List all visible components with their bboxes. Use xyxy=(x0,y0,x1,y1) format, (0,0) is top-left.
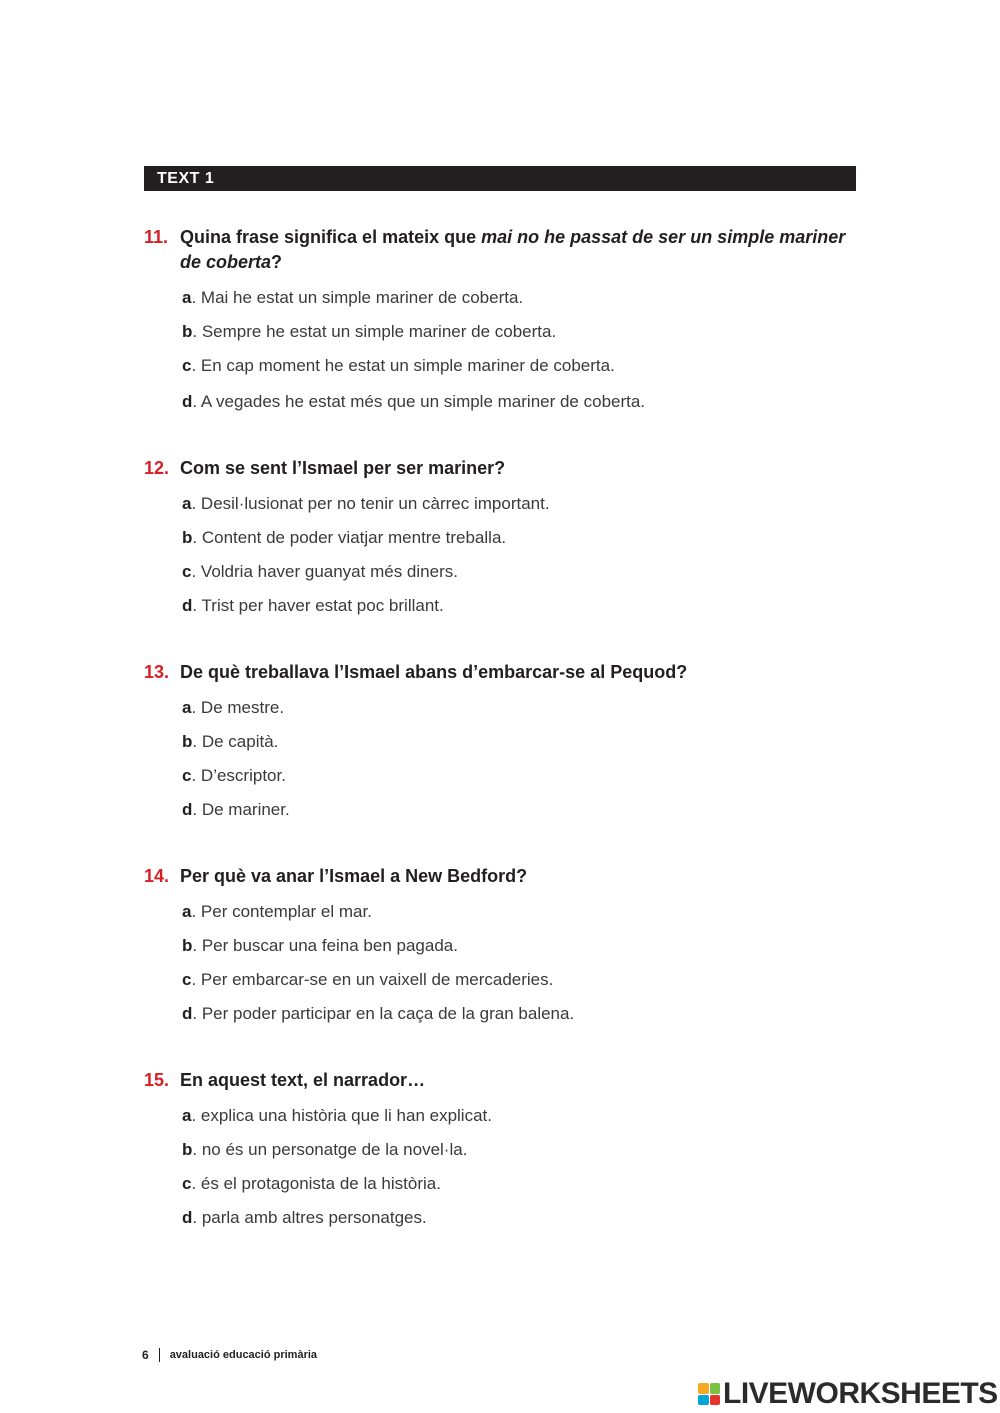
question-text: Per què va anar l’Ismael a New Bedford? xyxy=(180,866,528,886)
option-a[interactable]: a. Desil·lusionat per no tenir un càrrec important. xyxy=(182,494,550,513)
question-heading xyxy=(144,456,856,481)
question-number: 13. xyxy=(144,662,170,682)
option-d[interactable]: d. De mariner. xyxy=(182,800,290,819)
question-number: 11. xyxy=(144,227,169,247)
question-text: Com se sent l’Ismael per ser mariner? xyxy=(180,458,506,478)
option-a[interactable]: a. Mai he estat un simple mariner de coberta. xyxy=(182,288,524,307)
footer-label: avaluació educació primària xyxy=(169,1349,318,1361)
footer-divider xyxy=(159,1348,160,1362)
question-13 xyxy=(144,660,856,821)
option-d[interactable]: d. Trist per haver estat poc brillant. xyxy=(182,596,444,615)
question-11 xyxy=(144,225,856,413)
option-d[interactable]: d. parla amb altres personatges. xyxy=(182,1208,427,1227)
liveworksheets-logo-icon xyxy=(698,1383,720,1405)
option-a[interactable]: a. explica una història que li han explicat. xyxy=(182,1106,492,1125)
page-footer xyxy=(142,1348,317,1362)
option-a[interactable]: a. De mestre. xyxy=(182,698,285,717)
question-number: 12. xyxy=(144,458,170,478)
question-12 xyxy=(144,456,856,617)
question-text: De què treballava l’Ismael abans d’embarcar-se al Pequod? xyxy=(180,662,688,682)
brand-name: LIVEWORKSHEETS xyxy=(723,1377,998,1410)
question-number: 15. xyxy=(144,1070,170,1090)
question-14 xyxy=(144,864,856,1025)
option-b[interactable]: b. Per buscar una feina ben pagada. xyxy=(182,936,458,955)
question-heading xyxy=(144,1068,856,1093)
option-c[interactable]: c. D’escriptor. xyxy=(182,766,286,785)
page-number: 6 xyxy=(142,1348,149,1362)
question-15 xyxy=(144,1068,856,1229)
option-b[interactable]: b. De capità. xyxy=(182,732,279,751)
option-c[interactable]: c. En cap moment he estat un simple mariner de coberta. xyxy=(182,356,615,375)
option-c[interactable]: c. Per embarcar-se en un vaixell de mercaderies. xyxy=(182,970,554,989)
question-text: En aquest text, el narrador… xyxy=(180,1070,426,1090)
option-b[interactable]: b. Content de poder viatjar mentre treballa. xyxy=(182,528,507,547)
question-heading xyxy=(144,864,856,889)
question-heading xyxy=(144,660,856,685)
option-c[interactable]: c. és el protagonista de la història. xyxy=(182,1174,441,1193)
option-b[interactable]: b. Sempre he estat un simple mariner de coberta. xyxy=(182,322,557,341)
question-number: 14. xyxy=(144,866,170,886)
quoted-phrase: mai no he passat de ser un simple mariner de coberta xyxy=(180,227,846,272)
option-d[interactable]: d. Per poder participar en la caça de la gran balena. xyxy=(182,1004,575,1023)
liveworksheets-brand xyxy=(698,1379,998,1409)
question-text: Quina frase significa el mateix que mai no he passat de ser un simple mariner de coberta? xyxy=(180,227,846,272)
section-title-bar xyxy=(144,166,856,191)
section-title: TEXT 1 xyxy=(157,170,215,187)
option-d[interactable]: d. A vegades he estat més que un simple mariner de coberta. xyxy=(182,392,646,411)
option-c[interactable]: c. Voldria haver guanyat més diners. xyxy=(182,562,458,581)
question-heading xyxy=(144,225,856,275)
option-b[interactable]: b. no és un personatge de la novel·la. xyxy=(182,1140,468,1159)
option-a[interactable]: a. Per contemplar el mar. xyxy=(182,902,372,921)
